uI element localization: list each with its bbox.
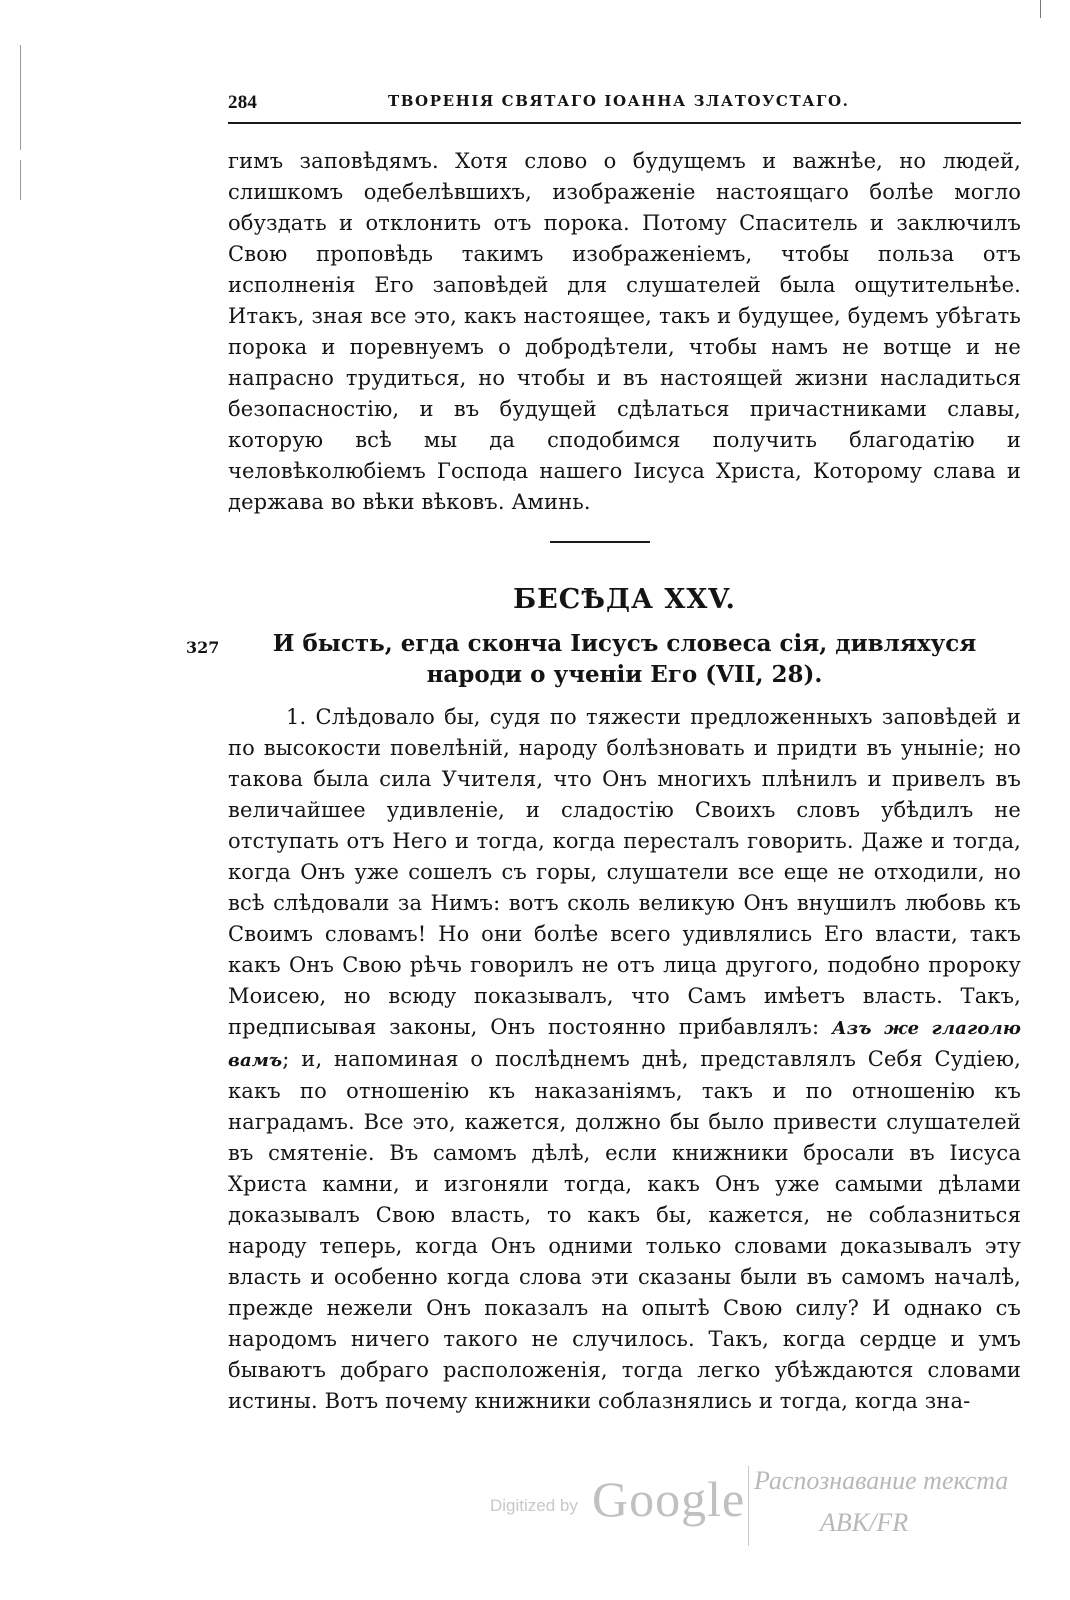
watermark-divider xyxy=(748,1466,749,1546)
section-divider xyxy=(550,541,650,543)
running-head xyxy=(228,92,1021,118)
scan-corner-mark xyxy=(1040,0,1041,18)
header-rule xyxy=(228,122,1021,124)
paragraph-text: 1. Слѣдовало бы, судя по тяжести предложенныхъ заповѣдей и по высокости повелѣній, народу болѣзновать и придти въ уныніе; но такова была сила Учителя, что Онъ многихъ плѣнилъ и привелъ въ величайшее удивленіе, и сладостію Своихъ словъ убѣдилъ не отступать отъ Него и тогда, когда пересталъ говорить. Даже и тогда, когда Онъ уже сошелъ съ горы, слушатели все еще не отходили, но всѣ слѣдовали за Нимъ: вотъ сколь великую Онъ внушилъ любовь къ Своимъ словамъ! Но они болѣе всего удивлялись Его власти, такъ какъ Онъ Свою рѣчь говорилъ не отъ лица другого, подобно пророку Моисею, но всюду показывалъ, что Самъ имѣетъ власть. Такъ, предписывая законы, Онъ постоянно прибавлялъ: xyxy=(228,705,1021,1039)
running-title: ТВОРЕНІЯ СВЯТАГО ІОАННА ЗЛАТОУСТАГО. xyxy=(388,92,850,110)
google-logo: Google xyxy=(592,1471,746,1527)
closing-paragraph: гимъ заповѣдямъ. Хотя слово о будущемъ и важнѣе, но людей, слишкомъ одебелѣвшихъ, изображеніе настоящаго болѣе могло обуздать и отклонить отъ порока. Потому Спаситель и заключилъ Свою проповѣдь такимъ изображеніемъ, чтобы польза отъ исполненія Его заповѣдей для слушателей была ощутительнѣе. Итакъ, зная все это, какъ настоящее, такъ и будущее, будемъ убѣгать порока и поревнуемъ о добродѣтели, чтобы намъ не вотще и не напрасно трудиться, но чтобы и въ настоящей жизни насладиться безопасностію, и въ будущей сдѣлаться причастниками славы, которую всѣ мы да сподобимся получить благодатію и человѣколюбіемъ Господа нашего Іисуса Христа, Которому слава и держава во вѣки вѣковъ. Аминь. xyxy=(228,149,1021,514)
page-number: 284 xyxy=(228,92,258,113)
digitized-by-text: Digitized by xyxy=(490,1496,578,1515)
homily-paragraph xyxy=(228,702,1022,1413)
margin-page-number: 327 xyxy=(186,638,220,657)
scan-edge-mark xyxy=(20,60,21,150)
ocr-credit-initials: ABK/FR xyxy=(820,1508,909,1537)
paragraph-text: ; и, напоминая о послѣднемъ днѣ, представлялъ Себя Судіею, какъ по отношенію къ наказаніямъ, такъ и по отношенію къ наградамъ. Все это, кажется, должно бы было привести слушателей въ смятеніе. Въ самомъ дѣлѣ, если книжники бросали въ Іисуса Христа камни, и изгоняли тогда, какъ Онъ уже самыми дѣлами доказывалъ Свою власть, то какъ бы, кажется, не соблазниться народу теперь, когда Онъ одними только словами доказывалъ эту власть и особенно когда слова эти сказаны были въ самомъ началѣ, прежде нежели Онъ показалъ на опытѣ Свою силу? И однако съ народомъ ничего такого не случилось. Такъ, когда сердце и умъ бываютъ добраго расположенія, тогда легко убѣждаются словами истины. Вотъ почему книжники соблазнялись и тогда, когда зна- xyxy=(228,1047,1021,1413)
ocr-credit-line: Распознавание текста xyxy=(754,1466,1009,1495)
gospel-verse: И бысть, егда скончa Іисусъ словеса сія, дивляхуся народи о ученіи Его (VII, 28). xyxy=(272,630,977,688)
scripture-quote: Азъ же глаголю вамъ xyxy=(228,1018,1022,1071)
homily-title: БЕСѢДА XXV. xyxy=(513,584,736,615)
scan-edge-mark xyxy=(20,160,21,200)
